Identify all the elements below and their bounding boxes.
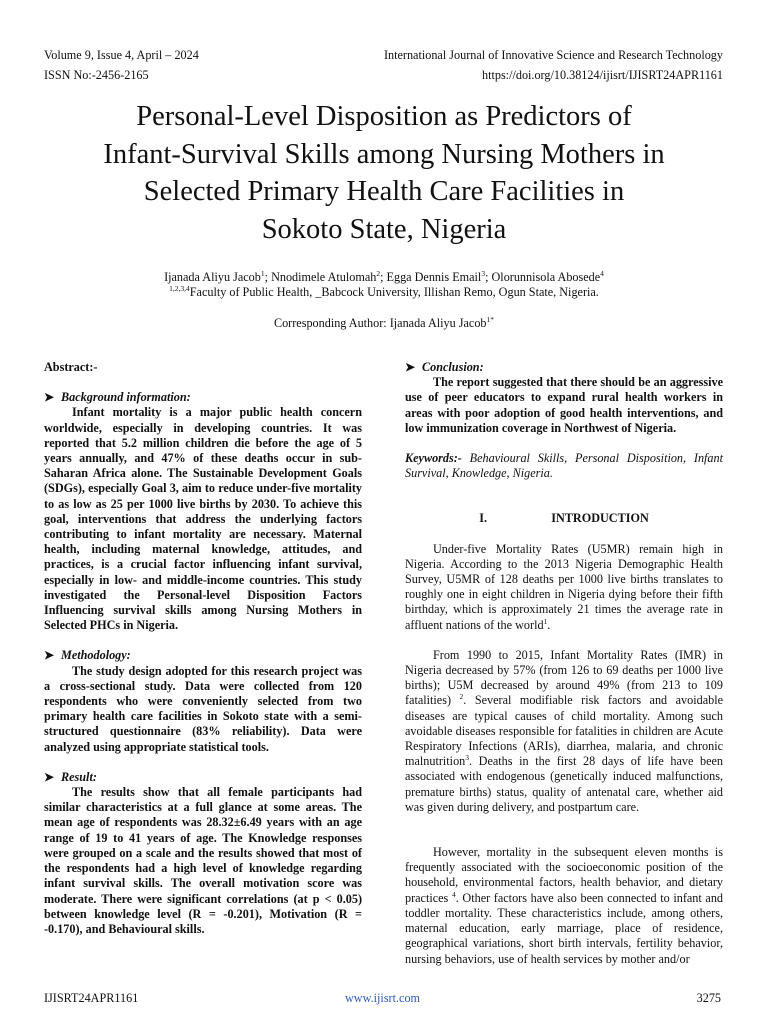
background-heading: ➤ Background information:	[44, 390, 191, 405]
result-heading: ➤ Result:	[44, 769, 97, 784]
author-block	[40, 270, 728, 300]
arrow-bullet-icon: ➤	[405, 360, 416, 374]
title-line: Selected Primary Health Care Facilities in	[143, 176, 625, 207]
author-name: Ijanada Aliyu Jacob	[164, 270, 261, 284]
intro-paragraph-1: Under-five Mortality Rates (U5MR) remain high in Nigeria. According to the 2013 Nigeria Demographic Health Survey, U5MR of 128 deaths per 1000 live births translates to roughly one in eight children in Nigeria dying before their fifth birthday, which is approximately 21 times the average rate in affluent nations of the world$^1$.	[405, 541, 723, 632]
intro-paragraph-2: From 1990 to 2015, Infant Mortality Rates (IMR) in Nigeria decreased by 57% (from 126 to 69 deaths per 1000 live births); U5M decreased by around 49% (from 213 to 109 fatalities) $^2$. Several modifiable risk factors and avoidable diseases are typical causes of child mortality. Among such avoidable diseases responsible for fatalities in children are Acute Respiratory Infections (ARIs), diarrhea, malaria, and chronic malnutrition$^3$. Deaths in the first 28 days of life have been associated with endogenous (genetically induced malfunctions, premature births) status, quality of antenatal care, whether aid was given during delivery, and postpartum care.	[405, 647, 724, 814]
author-name: Egga Dennis Email	[386, 270, 482, 284]
affiliation: $^{1,2,3,4}$Faculty of Public Health, _Babcock University, Illishan Remo, Ogun State, Nigeria.	[169, 283, 599, 299]
abstract-label: Abstract:-	[44, 360, 98, 374]
arrow-bullet-icon: ➤	[44, 648, 55, 663]
header-doi[interactable]: https://doi.org/10.38124/ijisrt/IJISRT24APR1161	[481, 68, 723, 82]
intro-paragraph-3: However, mortality in the subsequent eleven months is frequently associated with the socioeconomic position of the household, environmental factors, health behavior, and dietary practices $^4$. Other factors have also been connected to infant and toddler mortality. These characteristics include, among others, maternal education, early marriage, place of residence, geographical variations, short birth intervals, fertility behavior, nursing behaviors, use of health services by mother and/or	[405, 845, 724, 966]
section-heading-introduction: I. INTRODUCTION	[479, 511, 649, 526]
conclusion-heading: ➤ Conclusion:	[405, 360, 484, 374]
right-column	[405, 360, 723, 967]
result-text: The results show that all female participants had similar characteristics at a full glance at some areas. The mean age of respondents was 28.32±6.49 years with an age range of 19 to 41 years of age. The Knowledge responses were grouped on a scale and the results showed that most of the respondents had a high level of knowledge regarding infant survival skills. The overall motivation score was moderate. There were significant correlations (at p < 0.05) between knowledge level (R = -0.201), Motivation (R = -0.170), and Behavioural skills.	[44, 785, 362, 936]
methodology-heading: ➤ Methodology:	[44, 648, 131, 663]
author-list: Ijanada Aliyu Jacob$^1$; Nnodimele Atulomah$^2$; Egga Dennis Email$^3$; Olorunnisola Abosede$^4$	[164, 268, 604, 284]
title-line: Sokoto State, Nigeria	[261, 213, 507, 245]
title-line: Personal-Level Disposition as Predictors of	[136, 101, 632, 132]
keywords: Keywords:- Behavioural Skills, Personal Disposition, Infant Survival, Knowledge, Nigeria.	[405, 451, 723, 481]
abstract-column	[44, 360, 362, 937]
conclusion-text: The report suggested that there should be an aggressive use of peer educators to expand rural health workers in areas with poor adoption of good health interventions, and low immunization coverage in Northwest of Nigeria.	[405, 375, 723, 435]
paper-title	[40, 98, 728, 248]
footer-paper-id: IJISRT24APR1161	[44, 991, 139, 1005]
author-name: Nnodimele Atulomah	[271, 270, 377, 284]
page-number: 3275	[696, 991, 721, 1005]
corresponding-author: Corresponding Author: Ijanada Aliyu Jacob$^{1*}$	[273, 314, 495, 330]
author-name: Olorunnisola Abosede	[491, 270, 601, 284]
header-issn: ISSN No:-2456-2165	[44, 68, 149, 82]
header-volume: Volume 9, Issue 4, April – 2024	[44, 48, 199, 62]
background-text: Infant mortality is a major public health concern worldwide, especially in developing countries. It was reported that 5.2 million children die before the age of 5 years annually, and 47% of these deaths occur in sub-Saharan Africa alone. The Sustainable Development Goals (SDGs), especially Goal 3, aim to reduce under-five mortality to as low as 25 per 1000 live births by 2030. To achieve this goal, interventions that address the underlying factors contributing to infant mortality are necessary. Maternal health, including maternal knowledge, attitudes, and practices, is a crucial factor influencing infant survival, especially in low- and middle-income countries. This study investigated the Personal-level Disposition Factors Influencing survival skills among Nursing Mothers in Selected PHCs in Nigeria.	[44, 405, 362, 633]
arrow-bullet-icon: ➤	[44, 769, 55, 784]
arrow-bullet-icon: ➤	[44, 390, 55, 405]
methodology-text: The study design adopted for this research project was a cross-sectional study. Data were collected from 120 respondents who were conveniently selected from two primary health care facilities in Sokoto state with a semi-structured questionnaire (83% reliability). Data were analyzed using appropriate statistical tools.	[44, 663, 362, 754]
header-journal: International Journal of Innovative Science and Research Technology	[383, 48, 723, 62]
footer-website-link[interactable]: www.ijisrt.com	[345, 991, 421, 1005]
title-line: Infant-Survival Skills among Nursing Mothers in	[103, 138, 665, 170]
